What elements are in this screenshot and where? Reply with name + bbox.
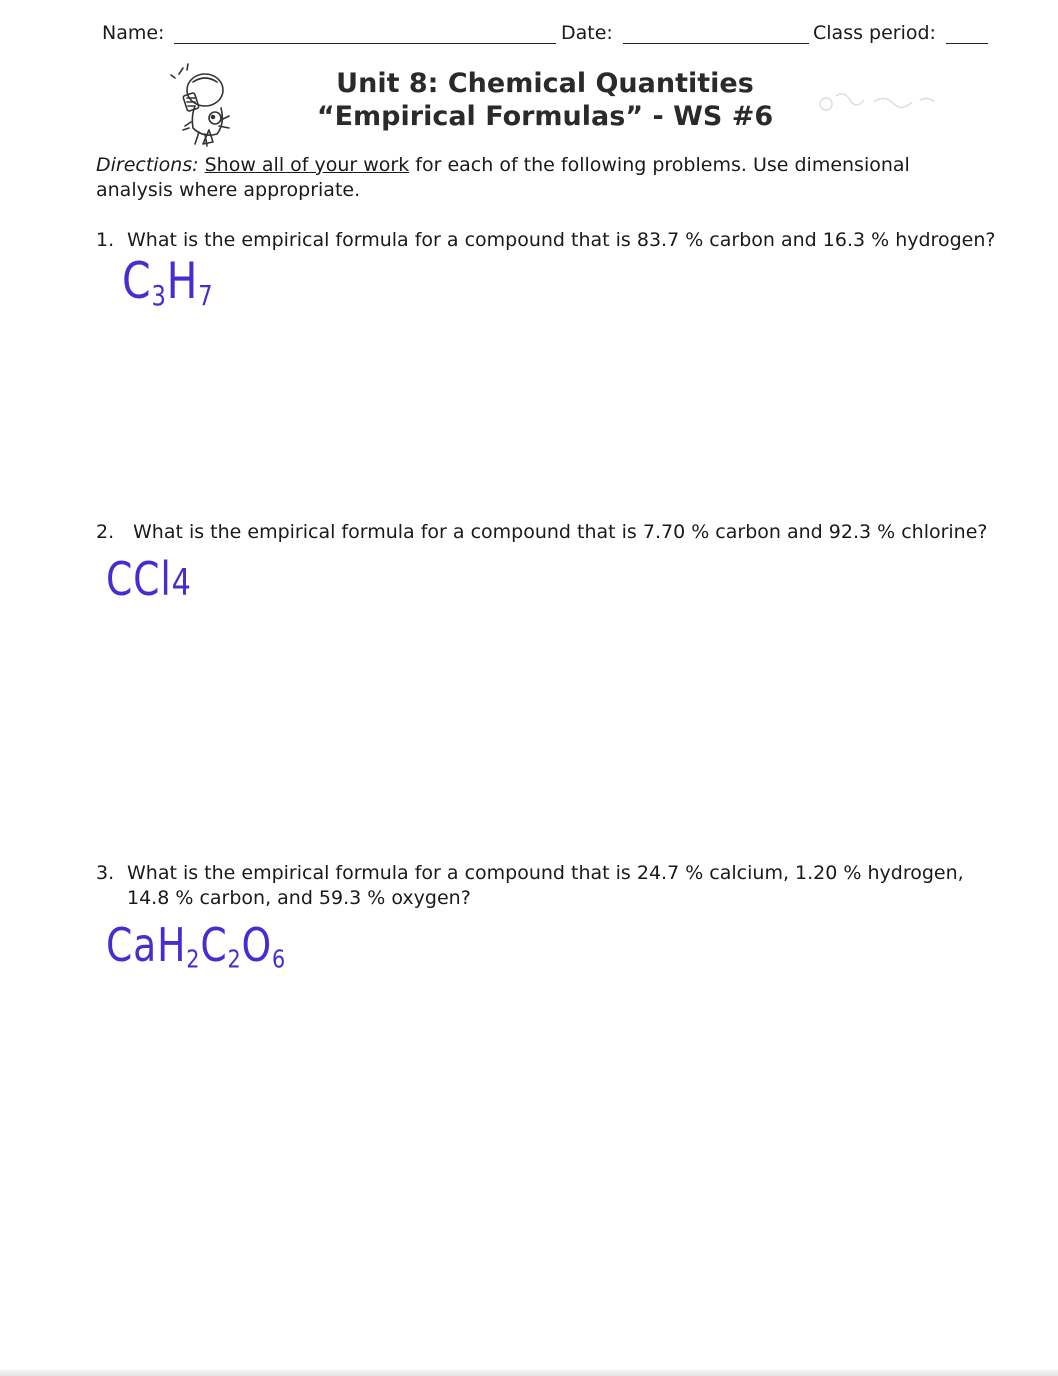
directions-emphasis: Show all of your work [204,154,410,176]
answer-part: O [241,918,273,972]
question-number: 3. [96,862,115,884]
question-2 [96,520,996,550]
page-bottom-edge [0,1370,1058,1376]
name-field [102,22,556,44]
directions-label: Directions: [96,154,199,176]
answer-part: CaH [106,918,187,972]
directions [96,153,936,203]
answer-part: C [122,252,152,310]
date-label: Date: [561,22,613,44]
answer-subscript: 2 [227,944,242,974]
answer-1-handwritten [122,252,213,312]
answer-subscript: 6 [272,944,287,974]
answer-part: CCl [106,552,172,606]
class-period-blank[interactable] [946,25,988,44]
directions-text-2: analysis where appropriate. [96,179,361,201]
question-1 [96,228,996,258]
class-period-label: Class period: [813,22,936,44]
answer-part: 4 [171,561,192,604]
answer-subscript: 2 [186,944,201,974]
question-number: 2. [96,521,115,543]
scientist-logo-icon [165,60,245,152]
question-3 [96,861,996,917]
answer-3-handwritten [106,918,286,973]
directions-text-1: for each of the following problems. Use dimensional [409,154,910,176]
question-number: 1. [96,229,115,251]
name-blank[interactable] [174,25,556,44]
date-field [561,22,809,44]
class-period-field [813,22,988,44]
worksheet-title: Unit 8: Chemical Quantities [336,68,754,99]
answer-subscript: 3 [151,279,167,312]
answer-part: H [166,252,199,310]
worksheet-subtitle: “Empirical Formulas” - WS #6 [316,101,774,132]
answer-2-handwritten [106,552,192,606]
question-text: What is the empirical formula for a compound that is 83.7 % carbon and 16.3 % hydrogen? [127,229,996,251]
date-blank[interactable] [623,25,809,44]
question-text-line-1: What is the empirical formula for a compound that is 24.7 % calcium, 1.20 % hydrogen, [127,862,964,884]
answer-part: C [200,918,228,972]
answer-subscript: 7 [198,279,214,312]
name-label: Name: [102,22,165,44]
question-text: What is the empirical formula for a compound that is 7.70 % carbon and 92.3 % chlorine? [133,521,988,543]
question-text-line-2: 14.8 % carbon, and 59.3 % oxygen? [127,887,471,909]
